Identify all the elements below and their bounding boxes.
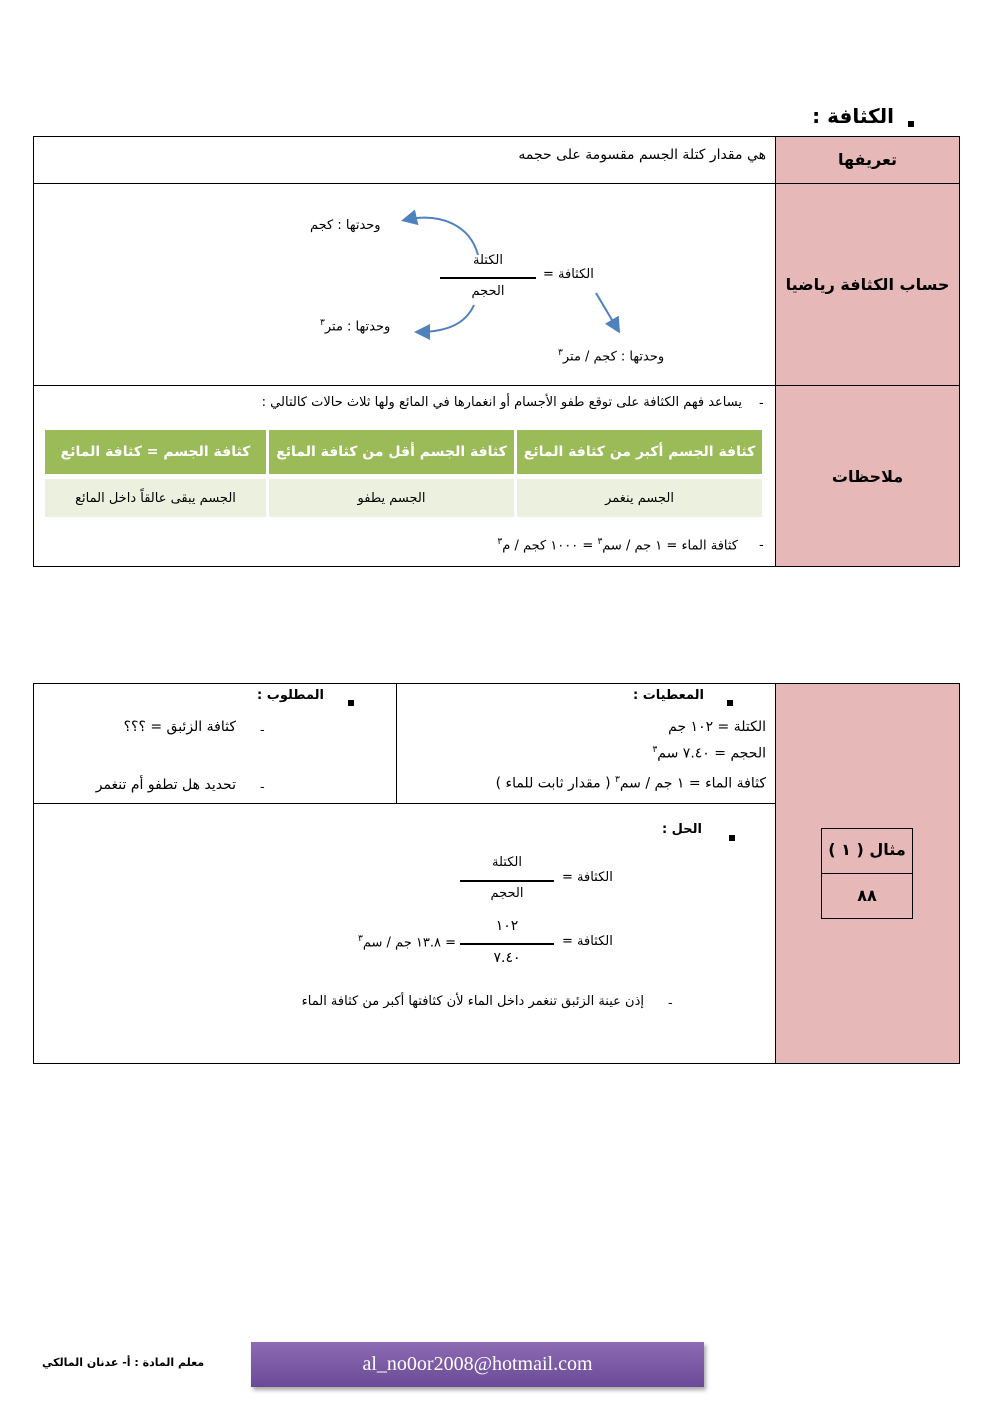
- page-number: ٨٨: [857, 886, 877, 905]
- required-heading: المطلوب :: [257, 688, 324, 703]
- case-header-sink: كثافة الجسم أكبر من كثافة المائع: [517, 430, 762, 474]
- solution-eq1: الكثافة =: [562, 870, 613, 885]
- case-header-suspend: كثافة الجسم = كثافة المائع: [45, 430, 266, 474]
- solution-denominator1: الحجم: [490, 886, 524, 901]
- solution-heading: الحل :: [661, 822, 702, 837]
- definition-text: هي مقدار كتلة الجسم مقسومة على حجمه: [518, 147, 766, 163]
- required-item2: تحديد هل تطفو أم تنغمر: [95, 777, 236, 793]
- solution-conclusion: إذن عينة الزئبق تنغمر داخل الماء لأن كثافتها أكبر من كثافة الماء: [301, 994, 644, 1009]
- density-arrow: [596, 293, 618, 330]
- teacher-credit: معلم المادة : أ- عدنان المالكي: [42, 1356, 205, 1369]
- solution-eq2: الكثافة =: [562, 934, 613, 949]
- given-mass: الكتلة = ١٠٢ جم: [668, 719, 766, 735]
- required-item1: كثافة الزئبق = ؟؟؟: [123, 719, 236, 735]
- email-banner: [251, 1342, 704, 1387]
- notes-label: ملاحظات: [831, 467, 904, 486]
- page-title: الكثافة :: [812, 104, 894, 128]
- solution-numerator2: ١٠٢: [495, 918, 519, 934]
- note1-text: يساعد فهم الكثافة على توقع طفو الأجسام أو انغمارها في المائع ولها ثلاث حالات كالتالي :: [261, 395, 742, 410]
- mass-unit: وحدتها : كجم: [310, 218, 381, 233]
- solution-result: = ١٣.٨ جم / سم$^٣$: [358, 934, 456, 951]
- definition-label: تعريفها: [837, 150, 898, 169]
- formula-numerator: الكتلة: [473, 253, 503, 268]
- given-volume: الحجم = ٧.٤٠ سم$^٣$: [652, 745, 766, 762]
- density-unit: وحدتها : كجم / متر$^٣$: [558, 348, 665, 365]
- email-link[interactable]: al_no0or2008@hotmail.com: [362, 1353, 593, 1375]
- formula-label: حساب الكثافة رياضيا: [785, 275, 950, 294]
- note2-text: كثافة الماء = ١ جم / سم$^٣$ = ١٠٠٠ كجم / م$^٣$: [497, 537, 738, 554]
- case-result-sink: الجسم ينغمر: [517, 479, 762, 517]
- note2-dash: -: [759, 538, 764, 553]
- note1-dash: -: [759, 396, 764, 411]
- example-title: مثال ( ١ ): [828, 840, 906, 859]
- volume-unit: وحدتها : متر$^٣$: [320, 318, 391, 335]
- case-result-float: الجسم يطفو: [269, 479, 514, 517]
- formula-arrows: [0, 0, 992, 400]
- solution-numerator1: الكتلة: [492, 855, 522, 870]
- volume-arrow: [418, 305, 474, 332]
- given-heading: المعطيات :: [632, 688, 704, 703]
- given-water: كثافة الماء = ١ جم / سم$^٣$ ( مقدار ثابت للماء ): [495, 775, 766, 792]
- solution-denominator2: ٧.٤٠: [493, 950, 521, 966]
- formula-denominator: الحجم: [471, 284, 505, 299]
- case-result-suspend: الجسم يبقى عالقاً داخل المائع: [45, 479, 266, 517]
- mass-arrow: [405, 218, 478, 255]
- density-equals: الكثافة =: [543, 267, 594, 282]
- case-header-float: كثافة الجسم أقل من كثافة المائع: [269, 430, 514, 474]
